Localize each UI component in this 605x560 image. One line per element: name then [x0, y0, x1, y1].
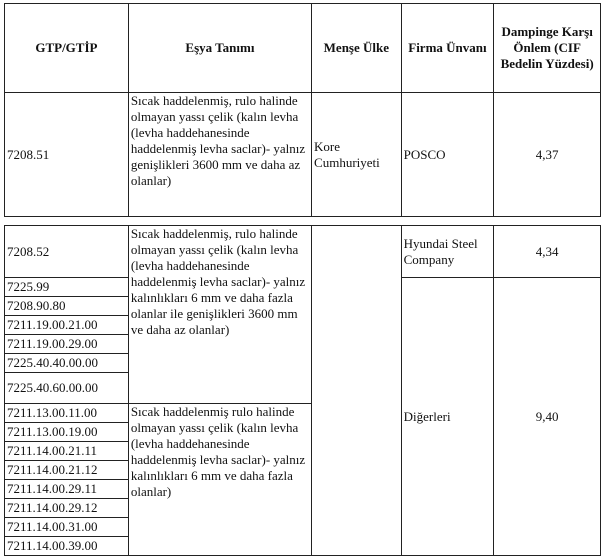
header-gtip: GTP/GTİP: [5, 4, 129, 93]
gtip-code: 7211.14.00.29.12: [5, 499, 129, 518]
table-row: [5, 93, 601, 217]
origin-country: Kore Cumhuriyeti: [312, 93, 402, 217]
duty-table-top: [4, 3, 601, 217]
gtip-code: 7208.90.80: [5, 297, 129, 316]
gtip-code: 7211.19.00.21.00: [5, 316, 129, 335]
header-duty-rate: Dampinge Karşı Önlem (CIF Bedelin Yüzdesi): [494, 4, 601, 93]
table-row: [5, 226, 601, 278]
gtip-code: 7211.14.00.21.11: [5, 442, 129, 461]
gtip-code: 7225.99: [5, 278, 129, 297]
gtip-code: 7211.13.00.19.00: [5, 423, 129, 442]
origin-country: [312, 226, 402, 556]
gtip-code: 7225.40.40.00.00: [5, 354, 129, 373]
header-origin-country: Menşe Ülke: [312, 4, 402, 93]
gtip-code: 7211.14.00.31.00: [5, 518, 129, 537]
gtip-code: 7208.52: [5, 226, 129, 278]
gtip-code: 7208.51: [5, 93, 129, 217]
firm-name: Hyundai Steel Company: [401, 226, 494, 278]
gtip-code: 7211.14.00.29.11: [5, 480, 129, 499]
duty-rate: 4,34: [494, 226, 601, 278]
duty-rate: 9,40: [494, 278, 601, 556]
goods-description: Sıcak haddelenmiş, rulo halinde olmayan yassı çelik (kalın levha (levha haddehanesinde haddelenmiş levha saclar)- yalnız kalınlıkları 6 mm ve daha fazla olanlar ile genişlikleri 3600 mm ve daha az olanlar): [128, 226, 311, 404]
gtip-code: 7211.14.00.21.12: [5, 461, 129, 480]
duty-rate: 4,37: [494, 93, 601, 217]
goods-description: Sıcak haddelenmiş rulo halinde olmayan yassı çelik (kalın levha (levha haddehanesinde haddelenmiş levha saclar)- yalnız kalınlıkları 6 mm ve daha fazla olanlar): [128, 404, 311, 556]
header-row: [5, 4, 601, 93]
firm-name: POSCO: [401, 93, 494, 217]
gtip-code: 7225.40.60.00.00: [5, 373, 129, 404]
firm-name: Diğerleri: [401, 278, 494, 556]
duty-table-bottom: [4, 225, 601, 556]
gtip-code: 7211.13.00.11.00: [5, 404, 129, 423]
header-description: Eşya Tanımı: [128, 4, 311, 93]
gtip-code: 7211.19.00.29.00: [5, 335, 129, 354]
header-firm-name: Firma Ünvanı: [401, 4, 494, 93]
goods-description: Sıcak haddelenmiş, rulo halinde olmayan yassı çelik (kalın levha (levha haddehanesinde haddelenmiş levha saclar)- yalnız genişlikleri 3600 mm ve daha az olanlar): [128, 93, 311, 217]
gtip-code: 7211.14.00.39.00: [5, 537, 129, 556]
